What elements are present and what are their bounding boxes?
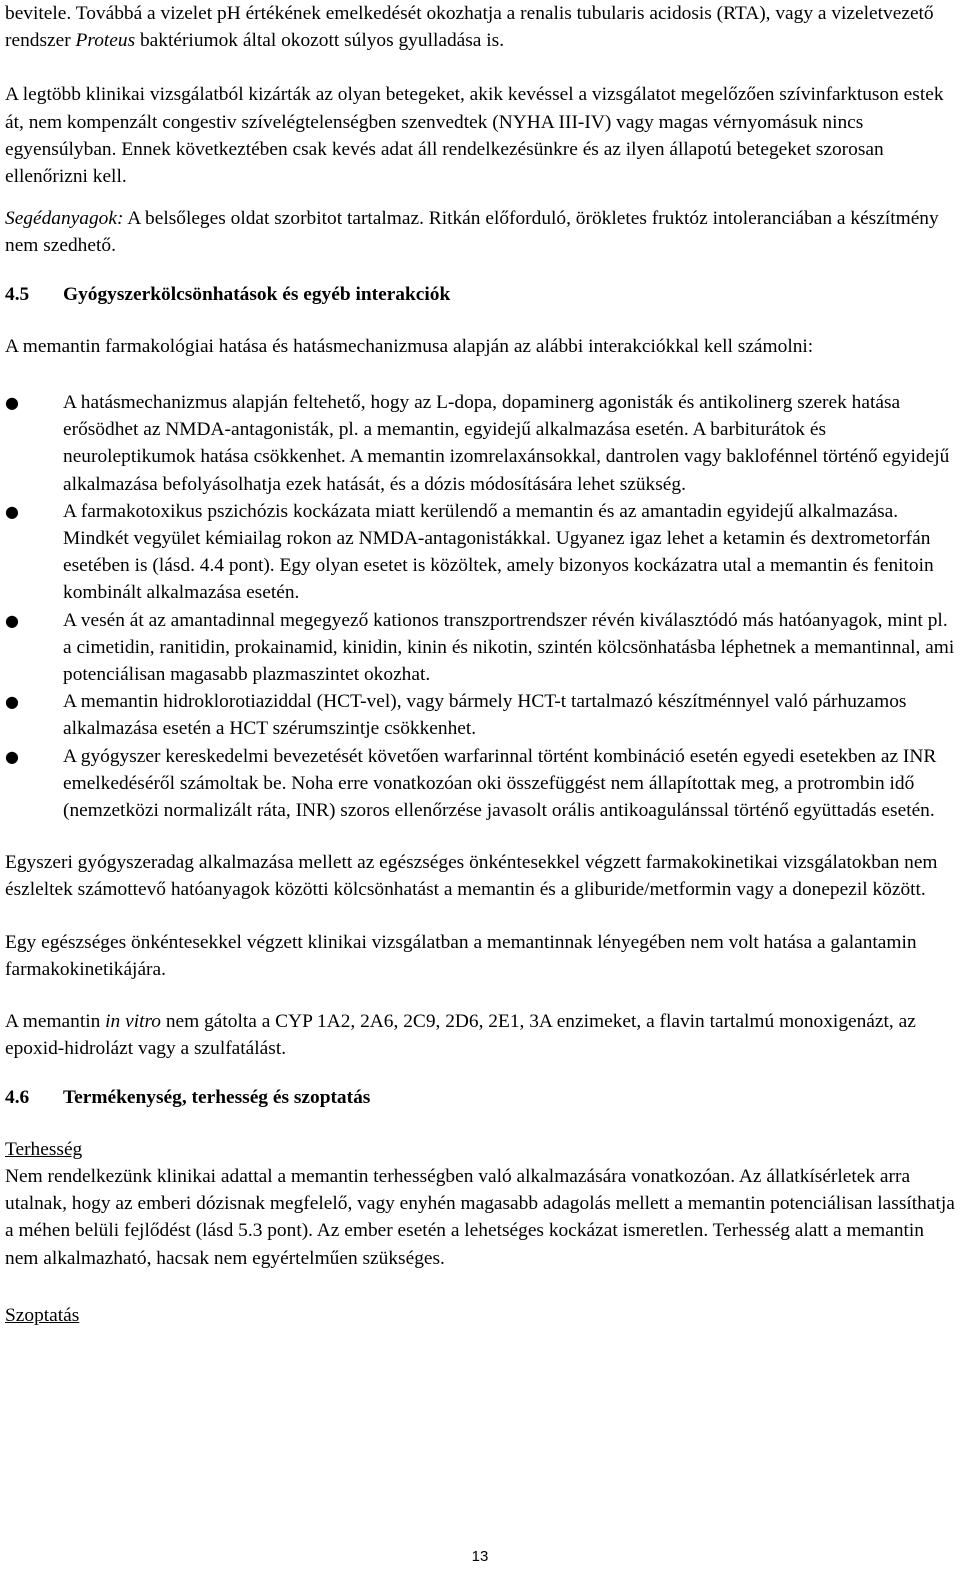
section-number: 4.6 [5, 1086, 30, 1108]
bullet-dot-icon: ● [5, 393, 19, 413]
list-item [5, 389, 955, 498]
list-item-text: A vesén át az amantadinnal megegyező kationos transzportrendszer révén kiválasztódó más hatóanyagok, mint pl. a cimetidin, ranitidin, prokainamid, kinidin, kinin és nikotin, szintén kölcsönhatásba léphetnek a memantinnal, ami potenciálisan magasabb plazmaszintet okozhat. [63, 609, 955, 686]
paragraph-in-vitro [5, 1008, 955, 1062]
list-item-text: A gyógyszer kereskedelmi bevezetését követően warfarinnal történt kombináció esetén egyedi esetekben az INR emelkedéséről számoltak be. Noha erre vonatkozóan oki összefüggést nem állapítottak meg, a protrombin idő (nemzetközi normalizált ráta, INR) szoros ellenőrzése javasolt orális antikoagulánssal történő együttadás esetén. [63, 745, 937, 822]
list-item-text: A hatásmechanizmus alapján feltehető, hogy az L-dopa, dopaminerg agonisták és antikolinerg szerek hatása erősödhet az NMDA-antagonisták, pl. a memantin, egyidejű alkalmazása esetén. A barbiturátok és neuroleptikumok hatása csökkenhet. A memantin izomrelaxánsokkal, dantrolen vagy baklofénnel történő egyidejű alkalmazása befolyásolhatja ezek hatását, és a dózis módosítására lehet szükség. [63, 392, 950, 495]
section-title: Gyógyszerkölcsönhatások és egyéb interakciók [63, 283, 451, 305]
list-item [5, 743, 955, 825]
section-heading-4-5 [5, 281, 955, 308]
bullet-dot-icon: ● [5, 501, 19, 521]
bullet-dot-icon: ● [5, 746, 19, 766]
section-heading-4-6 [5, 1084, 955, 1111]
bullet-dot-icon: ● [5, 692, 19, 712]
list-item-text: A memantin hidroklorotiaziddal (HCT-vel), vagy bármely HCT-t tartalmazó készítménnyel való párhuzamos alkalmazása esetén a HCT szérumszintje csökkenhet. [63, 691, 907, 740]
in-vitro-after: nem gátolta a CYP 1A2, 2A6, 2C9, 2D6, 2E1, 3A enzimeket, a flavin tartalmú monoxigenázt, az epoxid-hidrolázt vagy a szulfatálást. [5, 1011, 916, 1060]
list-item [5, 688, 955, 742]
paragraph-excipients [5, 205, 955, 259]
section-title: Termékenység, terhesség és szoptatás [63, 1086, 371, 1108]
paragraph-interactions-intro: A memantin farmakológiai hatása és hatásmechanizmusa alapján az alábbi interakciókkal kell számolni: [5, 335, 814, 357]
paragraph-pregnancy: Nem rendelkezünk klinikai adattal a memantin terhességben való alkalmazására vonatkozóan. Az állatkísérletek arra utalnak, hogy az emberi dózisnak megfelelő, vagy enyhén magasabb adagolás mellett a memantin potenciálisan lassíthatja a méhen belüli fejlődést (lásd 5.3 pont). Az ember esetén a lehetséges kockázat ismeretlen. Terhesség alatt a memantin nem alkalmazható, hacsak nem egyértelműen szükséges. [5, 1165, 955, 1269]
paragraph-infarct-exclusion: A legtöbb klinikai vizsgálatból kizárták az olyan betegeket, akik kevéssel a vizsgálatot megelőzően szívinfarktuson estek át, nem kompenzált congestiv szívelégtelenségben szenvedtek (NYHA III-IV) vagy magas vérnyomásuk nincs egyensúlyban. Ennek következtében csak kevés adat áll rendelkezésünkre és az ilyen állapotú betegeket szorosan ellenőrizni kell. [5, 84, 944, 188]
subheading-pregnancy: Terhesség [5, 1138, 83, 1160]
excipients-text: A belsőleges oldat szorbitot tartalmaz. Ritkán előforduló, örökletes fruktóz intoleranciában a készítmény nem szedhető. [5, 208, 939, 257]
page-number: 13 [471, 1548, 489, 1565]
document-page [5, 0, 955, 1329]
section-number: 4.5 [5, 283, 30, 305]
bullet-dot-icon: ● [5, 610, 19, 630]
paragraph-galantamine: Egy egészséges önkéntesekkel végzett klinikai vizsgálatban a memantinnak lényegében nem volt hatása a galantamin farmakokinetikájára. [5, 931, 917, 980]
in-vitro-before: A memantin [5, 1011, 106, 1033]
subheading-lactation: Szoptatás [5, 1304, 80, 1326]
list-item [5, 498, 955, 607]
interaction-list [5, 389, 955, 824]
proteus-italic: Proteus [75, 30, 136, 52]
list-item-text: A farmakotoxikus pszichózis kockázata miatt kerülendő a memantin és az amantadin egyidejű alkalmazása. Mindkét vegyület kémiailag rokon az NMDA-antagonistákkal. Ugyanez igaz lehet a ketamin és dextrometorfán esetében is (lásd. 4.4 pont). Egy olyan esetet is közöltek, amely bizonyos kockázatra utal a memantin és fenitoin kombinált alkalmazása esetén. [63, 500, 934, 604]
paragraph-single-dose: Egyszeri gyógyszeradag alkalmazása mellett az egészséges önkéntesekkel végzett farmakokinetikai vizsgálatokban nem észleltek számottevő hatóanyagok közötti kölcsönhatást a memantin és a gliburide/metformin vagy a donepezil között. [5, 852, 938, 901]
excipients-label: Segédanyagok: [5, 208, 124, 230]
in-vitro-italic: in vitro [105, 1011, 162, 1033]
list-item [5, 607, 955, 689]
paragraph-rta: bevitele. Továbbá a vizelet pH értékének emelkedését okozhatja a renalis tubularis acidosis (RTA), vagy a vizeletvezető rendszer Proteus baktériumok által okozott súlyos gyulladása is. [5, 3, 934, 52]
